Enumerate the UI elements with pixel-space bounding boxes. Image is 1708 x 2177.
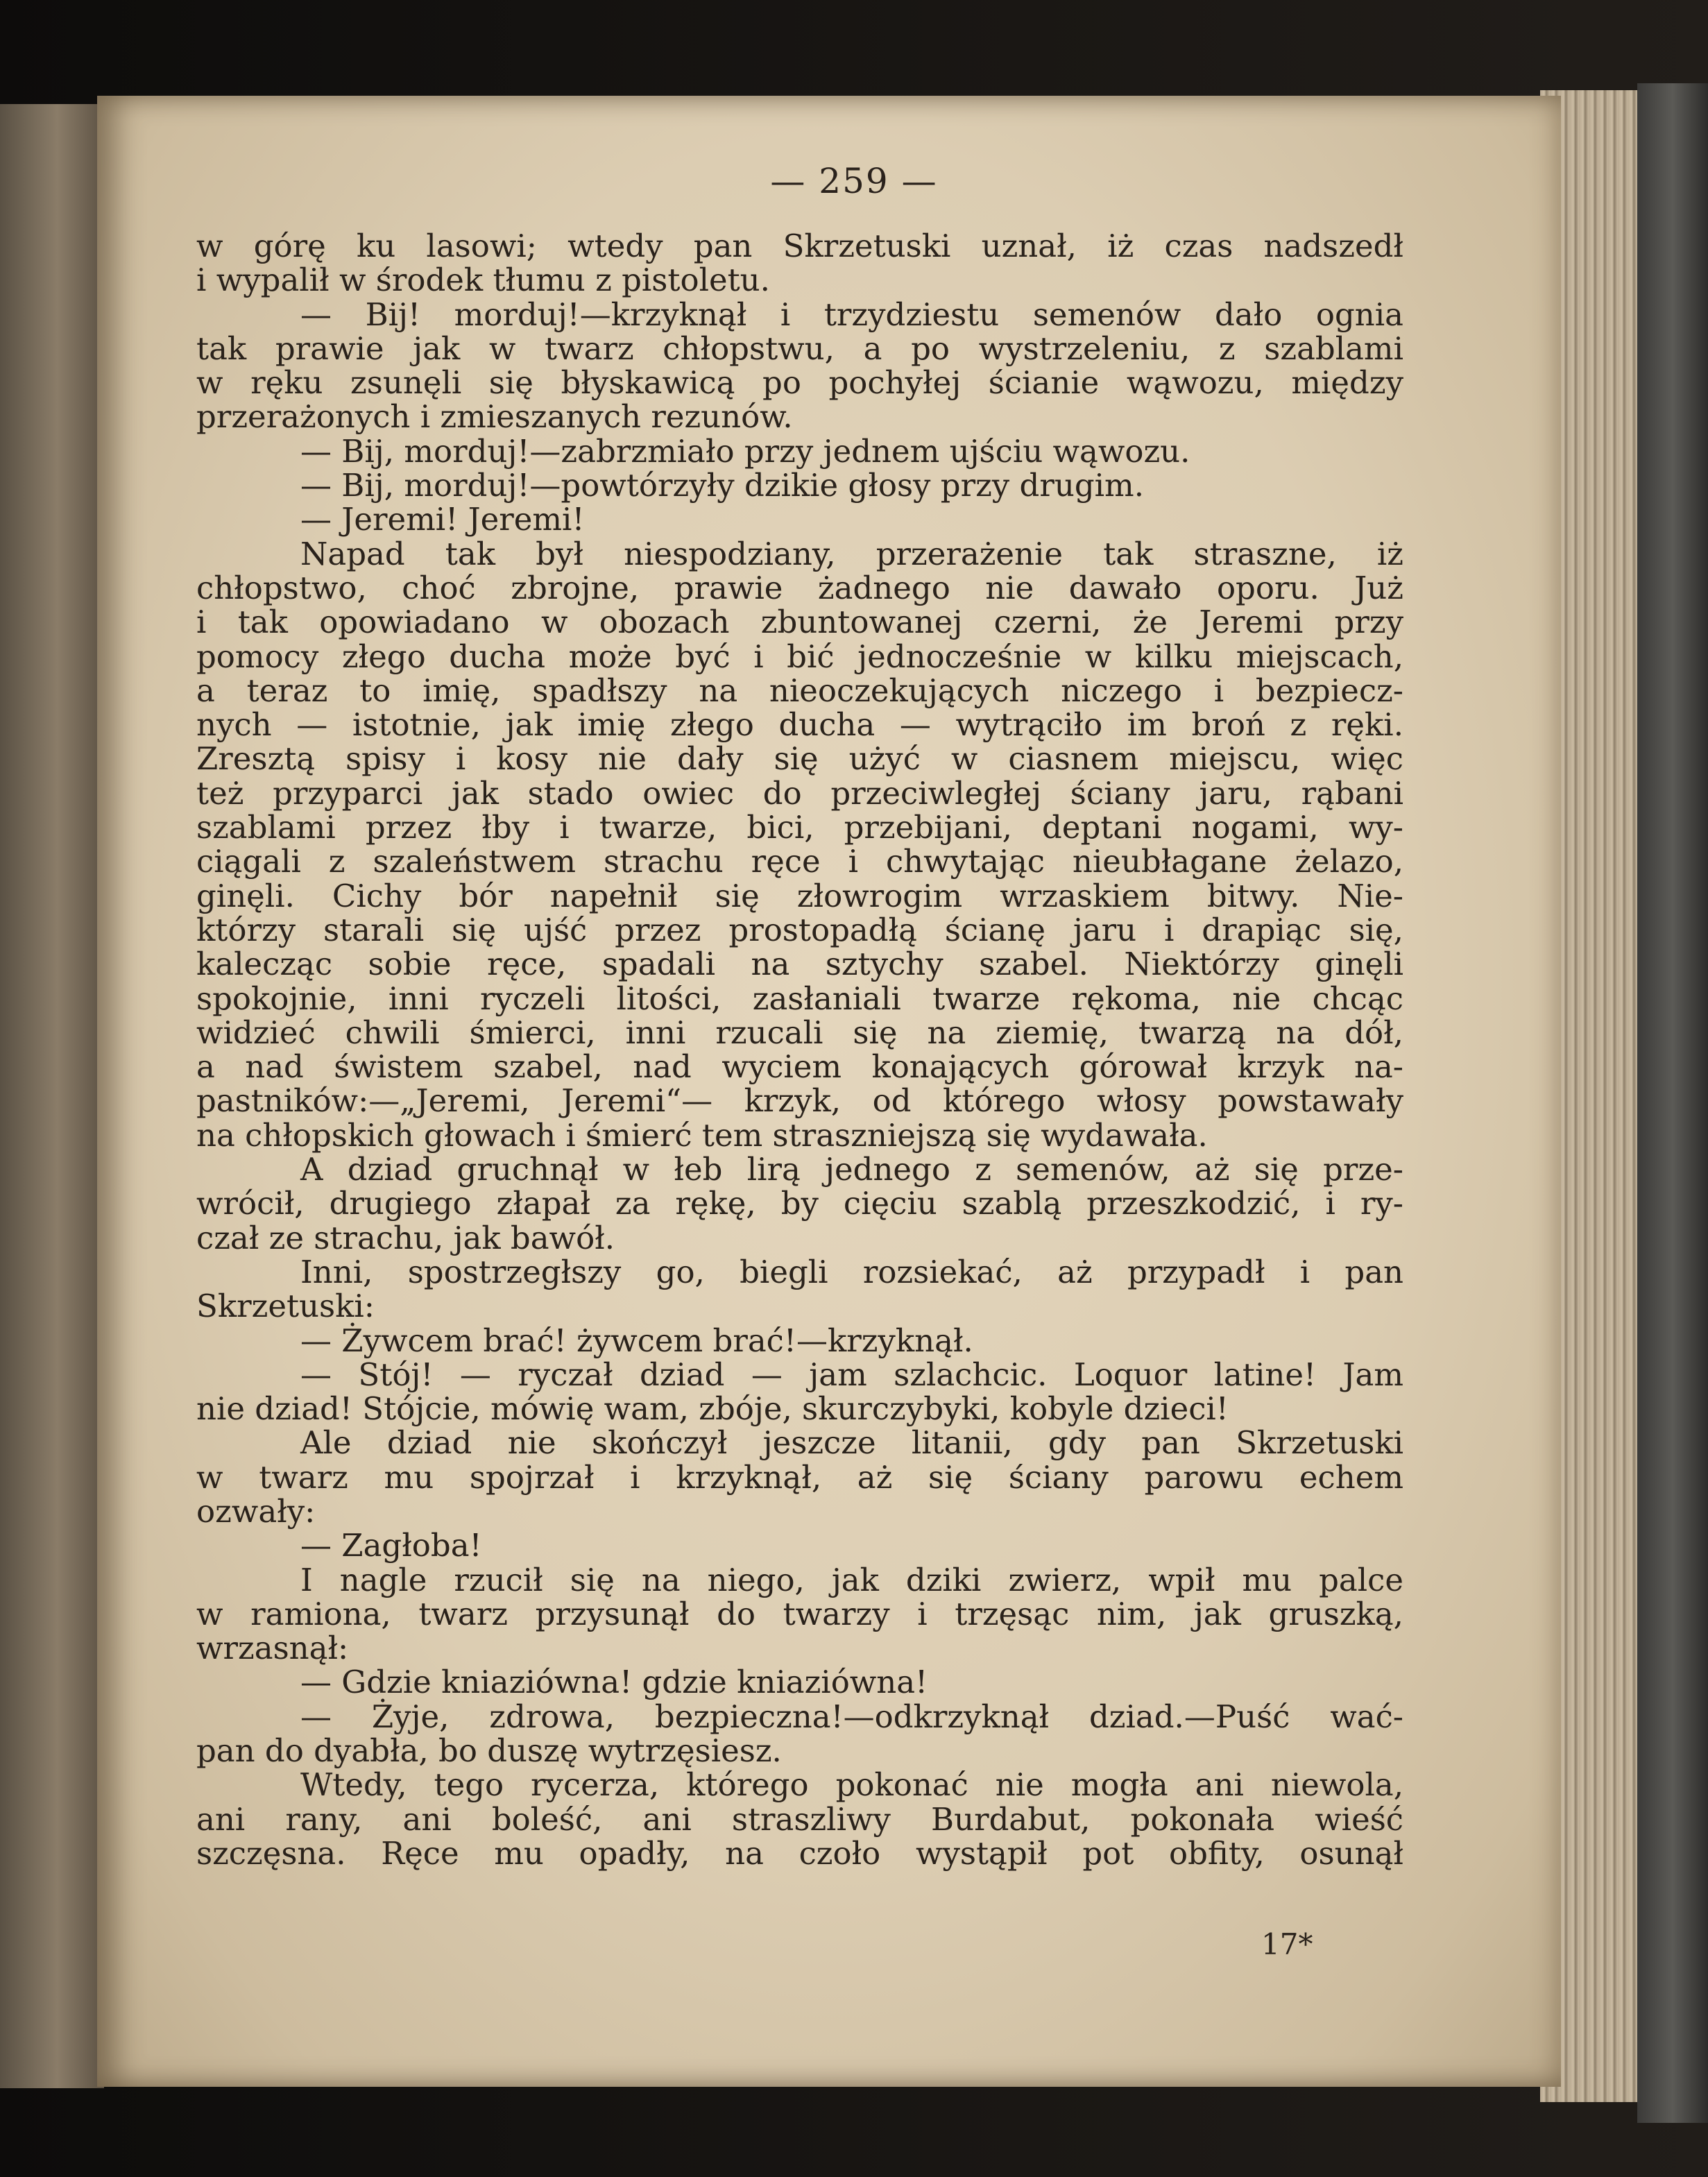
text-line: Zresztą spisy i kosy nie dały się użyć w ciasnem miejscu, więc [196, 740, 1403, 778]
facing-page-edge [0, 104, 104, 2088]
text-line: a teraz to imię, spadłszy na nieoczekujących niczego i bezpiecz- [196, 672, 1403, 709]
text-line: — Zagłoba! [300, 1527, 482, 1564]
text-line: — Bij, morduj!—zabrzmiało przy jednem ujściu wąwozu. [300, 432, 1190, 470]
text-line: ginęli. Cichy bór napełnił się złowrogim wrzaskiem bitwy. Nie- [196, 877, 1403, 914]
text-line: — Jeremi! Jeremi! [300, 501, 585, 538]
text-line: przerażonych i zmieszanych rezunów. [196, 398, 793, 436]
text-line: kalecząc sobie ręce, spadali na sztychy szabel. Niektórzy ginęli [196, 946, 1403, 983]
text-line: chłopstwo, choć zbrojne, prawie żadnego nie dawało oporu. Już [196, 569, 1403, 606]
text-line: którzy starali się ujść przez prostopadłą ścianę jaru i drapiąc się, [196, 911, 1403, 948]
text-line: — Bij, morduj!—powtórzyły dzikie głosy przy drugim. [300, 467, 1145, 504]
text-line: i wypalił w środek tłumu z pistoletu. [196, 262, 770, 299]
text-line: — Bij! morduj!—krzyknął i trzydziestu semenów dało ognia [300, 296, 1403, 333]
book-cover [1637, 83, 1708, 2123]
text-line: pastników:—„Jeremi, Jeremi“— krzyk, od którego włosy powstawały [196, 1082, 1403, 1120]
text-line: widzieć chwili śmierci, inni rzucali się na ziemię, twarzą na dół, [196, 1014, 1403, 1051]
text-line: tak prawie jak w twarz chłopstwu, a po wystrzeleniu, z szablami [196, 330, 1403, 367]
text-line: A dziad gruchnął w łeb lirą jednego z semenów, aż się prze- [300, 1151, 1403, 1188]
text-line: w górę ku lasowi; wtedy pan Skrzetuski uznał, iż czas nadszedł [196, 228, 1403, 264]
text-line: Inni, spostrzegłszy go, biegli rozsiekać, aż przypadł i pan [300, 1253, 1403, 1290]
text-line: w twarz mu spojrzał i krzyknął, aż się ściany parowu echem [196, 1458, 1403, 1496]
text-line: i tak opowiadano w obozach zbuntowanej czerni, że Jeremi przy [196, 604, 1403, 641]
text-line: — Żywcem brać! żywcem brać!—krzyknął. [300, 1322, 973, 1359]
text-line: Wtedy, tego rycerza, którego pokonać nie mogła ani niewola, [300, 1766, 1403, 1804]
text-line: też przyparci jak stado owiec do przeciwległej ściany jaru, rąbani [196, 774, 1403, 812]
text-line: czał ze strachu, jak bawół. [196, 1219, 615, 1256]
text-line: ciągali z szaleństwem strachu ręce i chwytając nieubłagane żelazo, [196, 843, 1403, 880]
text-line: I nagle rzucił się na niego, jak dziki zwierz, wpił mu palce [300, 1561, 1403, 1598]
text-line: ozwały: [196, 1492, 316, 1530]
text-line: wrócił, drugiego złapał za rękę, by cięciu szablą przeszkodzić, i ry- [196, 1185, 1403, 1222]
text-line: Napad tak był niespodziany, przerażenie tak straszne, iż [300, 535, 1403, 572]
text-line: a nad świstem szabel, nad wyciem konających górował krzyk na- [196, 1048, 1403, 1086]
text-line: Ale dziad nie skończył jeszcze litanii, gdy pan Skrzetuski [300, 1424, 1403, 1462]
text-line: szczęsna. Ręce mu opadły, na czoło wystąpił pot obfity, osunął [196, 1834, 1403, 1872]
text-line: pomocy złego ducha może być i bić jednocześnie w kilku miejscach, [196, 638, 1403, 675]
text-line: spokojnie, inni ryczeli litości, zasłaniali twarze rękoma, nie chcąc [196, 980, 1403, 1017]
text-line: ani rany, ani boleść, ani straszliwy Burdabut, pokonała wieść [196, 1800, 1403, 1838]
text-line: — Stój! — ryczał dziad — jam szlachcic. Loquor latine! Jam [300, 1356, 1403, 1393]
text-line: na chłopskich głowach i śmierć tem straszniejszą się wydawała. [196, 1116, 1208, 1154]
text-line: — Gdzie kniaziówna! gdzie kniaziówna! [300, 1664, 928, 1701]
text-line: w ramiona, twarz przysunął do twarzy i trzęsąc nim, jak gruszką, [196, 1595, 1403, 1632]
text-line: szablami przez łby i twarze, bici, przebijani, deptani nogami, wy- [196, 809, 1403, 846]
text-line: wrzasnął: [196, 1630, 349, 1667]
text-line: nych — istotnie, jak imię złego ducha — wytrąciło im broń z ręki. [196, 706, 1403, 744]
text-line: nie dziad! Stójcie, mówię wam, zbóje, skurczybyki, kobyle dzieci! [196, 1390, 1229, 1428]
page-text [196, 229, 1403, 1870]
text-line: pan do dyabła, bo duszę wytrzęsiesz. [196, 1732, 782, 1770]
text-line: Skrzetuski: [196, 1288, 375, 1325]
text-line: w ręku zsunęli się błyskawicą po pochyłej ścianie wąwozu, między [196, 364, 1403, 402]
page-number: — 259 — [770, 161, 938, 201]
signature-mark: 17* [1261, 1927, 1313, 1961]
text-line: — Żyje, zdrowa, bezpieczna!—odkrzyknął dziad.—Puść wać- [300, 1698, 1403, 1735]
